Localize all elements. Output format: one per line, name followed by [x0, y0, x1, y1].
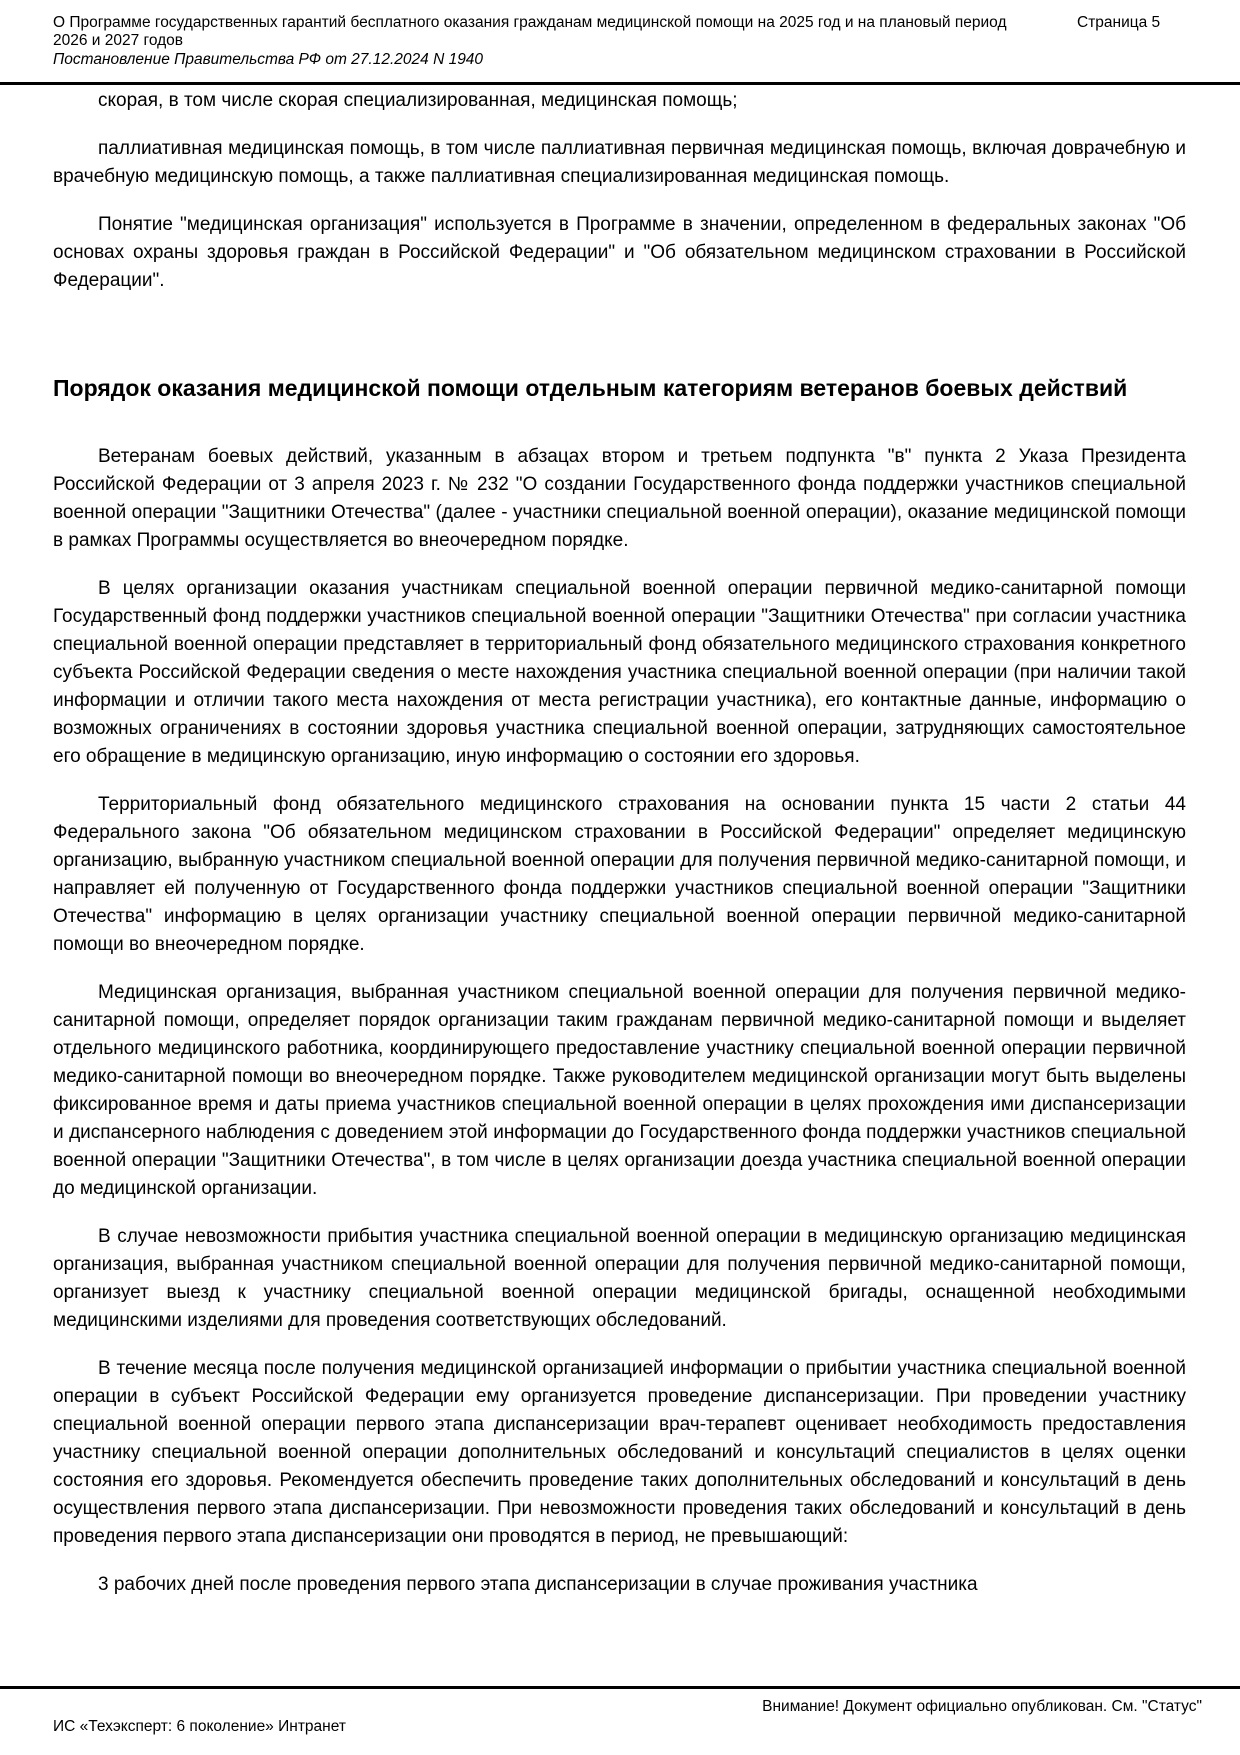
- paragraph: скорая, в том числе скорая специализированная, медицинская помощь;: [98, 90, 738, 111]
- paragraph: В случае невозможности прибытия участника специальной военной операции в медицинскую организацию медицинская организация, выбранная участником специальной военной операции для получения первичной медико-санитарной помощи, организует выезд к участнику специальной военной операции медицинской бригады, оснащенной необходимыми медицинскими изделиями для проведения соответствующих обследований.: [53, 1226, 1186, 1331]
- paragraph: паллиативная медицинская помощь, в том числе паллиативная первичная медицинская помощь, включая доврачебную и врачебную медицинскую помощь, а также паллиативная специализированная медицинская помощь.: [53, 138, 1186, 187]
- paragraph: Медицинская организация, выбранная участником специальной военной операции для получения первичной медико-санитарной помощи, определяет порядок организации таким гражданам первичной медико-санитарной помощи и выделяет отдельного медицинского работника, координирующего предоставление участнику специальной военной операции первичной медико-санитарной помощи во внеочередном порядке. Также руководителем медицинской организации могут быть выделены фиксированное время и даты приема участников специальной военной операции в целях прохождения ими диспансеризации и диспансерного наблюдения с доведением этой информации до Государственного фонда поддержки участников специальной военной операции "Защитники Отечества", в том числе в целях организации доезда участника специальной военной операции до медицинской организации.: [53, 982, 1186, 1199]
- source-system-label: ИС «Техэксперт: 6 поколение» Интранет: [53, 1718, 346, 1735]
- page-number-label: Страница 5: [1077, 14, 1161, 31]
- page-header: [0, 0, 1240, 69]
- header-row: [53, 14, 1186, 50]
- publication-notice: Внимание! Документ официально опубликован. См. "Статус": [762, 1698, 1202, 1715]
- footer-divider: [0, 1686, 1240, 1689]
- paragraph: Территориальный фонд обязательного медицинского страхования на основании пункта 15 части 2 статьи 44 Федерального закона "Об обязательном медицинском страховании в Российской Федерации" определяет медицинскую организацию, выбранную участником специальной военной операции для получения первичной медико-санитарной помощи, и направляет ей полученную от Государственного фонда поддержки участников специальной военной операции "Защитники Отечества" информацию в целях организации участнику специальной военной операции первичной медико-санитарной помощи во внеочередном порядке.: [53, 794, 1186, 955]
- document-requisites: Постановление Правительства РФ от 27.12.2024 N 1940: [53, 51, 484, 68]
- document-title: О Программе государственных гарантий бесплатного оказания гражданам медицинской помощи на 2025 год и на плановый период 2026 и 2027 годов: [53, 14, 1007, 49]
- section-heading: Порядок оказания медицинской помощи отдельным категориям ветеранов боевых действий: [53, 375, 1128, 401]
- paragraph: В целях организации оказания участникам специальной военной операции первичной медико-санитарной помощи Государственный фонд поддержки участников специальной военной операции "Защитники Отечества" при согласии участника специальной военной операции представляет в территориальный фонд обязательного медицинского страхования конкретного субъекта Российской Федерации сведения о месте нахождения участника специальной военной операции (при наличии такой информации и отличии такого места нахождения от места регистрации участника), его контактные данные, информацию о возможных ограничениях в состоянии здоровья участника специальной военной операции, затрудняющих самостоятельное его обращение в медицинскую организацию, иную информацию о состоянии его здоровья.: [53, 578, 1186, 767]
- paragraph: Понятие "медицинская организация" используется в Программе в значении, определенном в федеральных законах "Об основах охраны здоровья граждан в Российской Федерации" и "Об обязательном медицинском страховании в Российской Федерации".: [53, 214, 1186, 291]
- page-footer: [0, 1686, 1240, 1735]
- paragraph: В течение месяца после получения медицинской организацией информации о прибытии участника специальной военной операции в субъект Российской Федерации ему организуется проведение диспансеризации. При проведении участнику специальной военной операции первого этапа диспансеризации врач-терапевт оценивает необходимость предоставления участнику специальной военной операции дополнительных обследований и консультаций специалистов в целях оценки состояния его здоровья. Рекомендуется обеспечить проведение таких дополнительных обследований и консультаций в день осуществления первого этапа диспансеризации. При невозможности проведения таких обследований и консультаций в день проведения первого этапа диспансеризации они проводятся в период, не превышающий:: [53, 1358, 1186, 1547]
- document-body: [0, 85, 1240, 1683]
- paragraph: 3 рабочих дней после проведения первого этапа диспансеризации в случае проживания участника: [98, 1574, 978, 1595]
- paragraph: Ветеранам боевых действий, указанным в абзацах втором и третьем подпункта "в" пункта 2 Указа Президента Российской Федерации от 3 апреля 2023 г. № 232 "О создании Государственного фонда поддержки участников специальной военной операции "Защитники Отечества" (далее - участники специальной военной операции), оказание медицинской помощи в рамках Программы осуществляется во внеочередном порядке.: [53, 446, 1186, 551]
